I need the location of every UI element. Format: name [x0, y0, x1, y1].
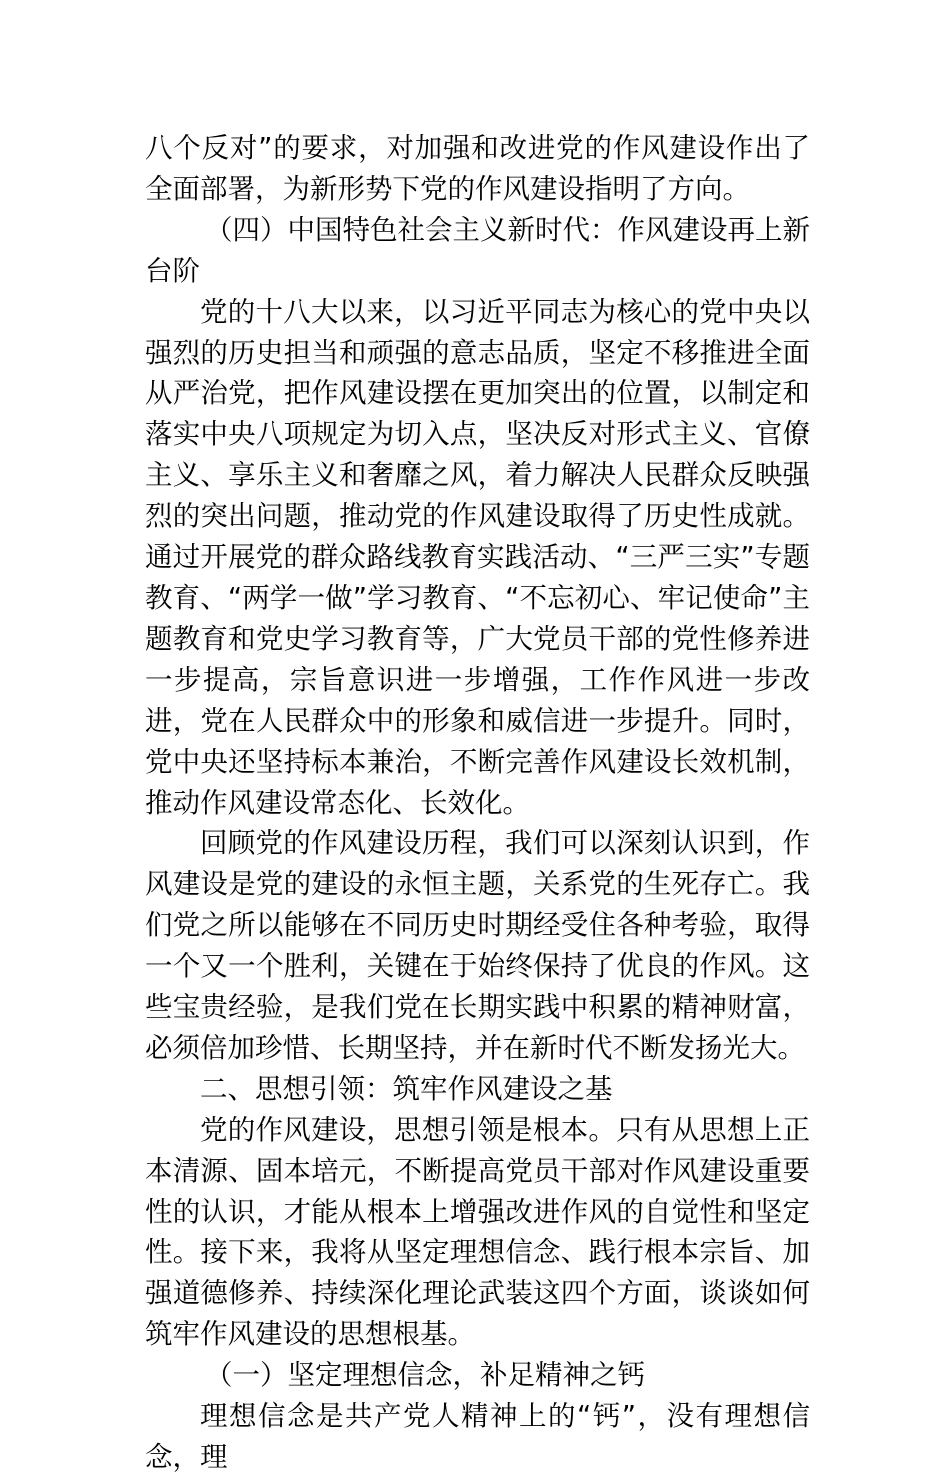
paragraph-thought-guidance: 党的作风建设，思想引领是根本。只有从思想上正本清源、固本培元，不断提高党员干部对作风建设重要性的认识，才能从根本上增强改进作风的自觉性和坚定性。接下来，我将从坚定理想信念、践行根本宗旨、加强道德修养、持续深化理论武装这四个方面，谈谈如何筑牢作风建设的思想根基。 [145, 1113, 810, 1351]
paragraph-new-era: 党的十八大以来，以习近平同志为核心的党中央以强烈的历史担当和顽强的意志品质，坚定不移推进全面从严治党，把作风建设摆在更加突出的位置，以制定和落实中央八项规定为切入点，坚决反对形式主义、官僚主义、享乐主义和奢靡之风，着力解决人民群众反映强烈的突出问题，推动党的作风建设取得了历史性成就。通过开展党的群众路线教育实践活动、“三严三实”专题教育、“两学一做”学习教育、“不忘初心、牢记使命”主题教育和党史学习教育等，广大党员干部的党性修养进一步提高，宗旨意识进一步增强，工作作风进一步改进，党在人民群众中的形象和威信进一步提升。同时，党中央还坚持标本兼治，不断完善作风建设长效机制，推动作风建设常态化、长效化。 [145, 295, 810, 819]
chapter-heading-2: 二、思想引领：筑牢作风建设之基 [200, 1072, 613, 1105]
paragraph-continuation: 八个反对”的要求，对加强和改进党的作风建设作出了全面部署，为新形势下党的作风建设指明了方向。 [145, 132, 810, 205]
paragraph-ideals: 理想信念是共产党人精神上的“钙”，没有理想信念，理 [145, 1400, 810, 1473]
section-heading-1: （一）坚定理想信念，补足精神之钙 [205, 1359, 645, 1392]
section-heading-4: （四）中国特色社会主义新时代：作风建设再上新台阶 [145, 213, 810, 287]
document-body [145, 128, 810, 1478]
paragraph-review: 回顾党的作风建设历程，我们可以深刻认识到，作风建设是党的建设的永恒主题，关系党的生死存亡。我们党之所以能够在不同历史时期经受住各种考验，取得一个又一个胜利，关键在于始终保持了优良的作风。这些宝贵经验，是我们党在长期实践中积累的精神财富，必须倍加珍惜、长期坚持，并在新时代不断发扬光大。 [145, 827, 810, 1064]
